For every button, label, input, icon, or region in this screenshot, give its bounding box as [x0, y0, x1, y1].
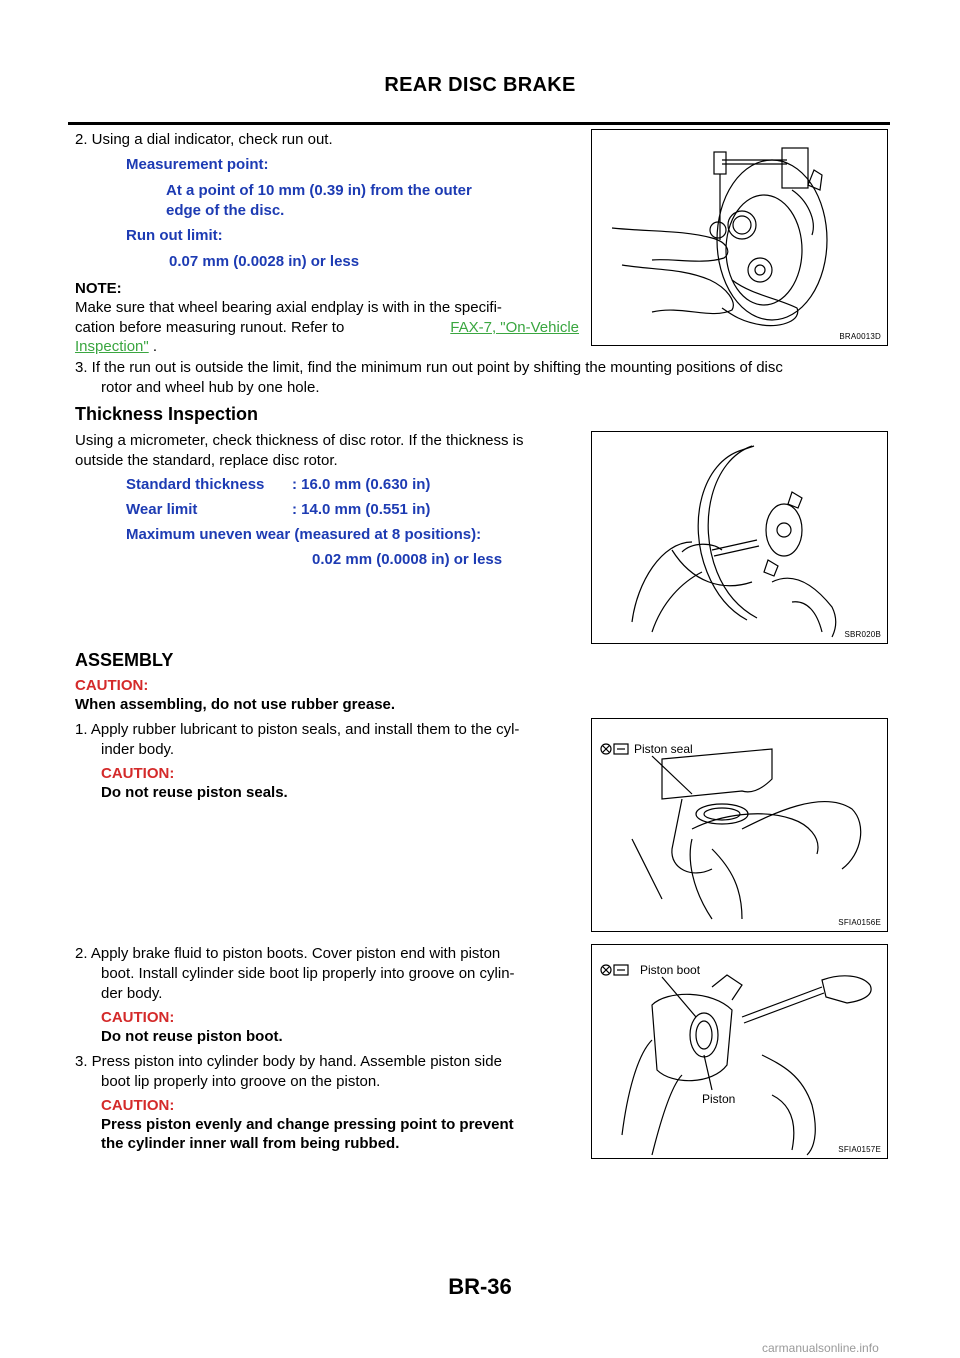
thickness-text-1: Using a micrometer, check thickness of disc rotor. If the thickness is: [75, 432, 524, 449]
figure-piston-seal: [591, 718, 888, 932]
step-3-caution-label: CAUTION:: [101, 1097, 175, 1114]
piston-boot-illustration: [592, 945, 887, 1158]
figure-dial-indicator: [591, 129, 888, 346]
assembly-step-2-line-1: 2. Apply brake fluid to piston boots. Cover piston end with piston: [75, 945, 501, 962]
measurement-point-value-1: At a point of 10 mm (0.39 in) from the outer: [166, 182, 472, 199]
assembly-step-3-line-1: 3. Press piston into cylinder body by hand. Assemble piston side: [75, 1053, 502, 1070]
figure-id-bra0013d: BRA0013D: [839, 332, 881, 341]
step-3-line-1: 3. If the run out is outside the limit, find the minimum run out point by shifting the mounting positions of disc: [75, 359, 783, 376]
note-label: NOTE:: [75, 280, 122, 297]
assembly-step-3-line-2: boot lip properly into groove on the piston.: [101, 1073, 381, 1090]
measurement-point-label: Measurement point:: [126, 156, 269, 173]
step-1-caution-label: CAUTION:: [101, 765, 175, 782]
assembly-step-2-line-2: boot. Install cylinder side boot lip properly into groove on cylin-: [101, 965, 515, 982]
header-rule: [68, 122, 890, 125]
dial-indicator-illustration: [592, 130, 887, 345]
thickness-inspection-heading: Thickness Inspection: [75, 404, 259, 424]
piston-seal-label: Piston seal: [634, 742, 693, 756]
standard-thickness-value: : 16.0 mm (0.630 in): [292, 476, 431, 493]
figure-piston-boot: [591, 944, 888, 1159]
step-3-caution-line-2: the cylinder inner wall from being rubbed.: [101, 1135, 400, 1152]
step-2-caution-label: CAUTION:: [101, 1009, 175, 1026]
inspection-link[interactable]: Inspection": [75, 338, 149, 355]
assembly-step-1-line-1: 1. Apply rubber lubricant to piston seals, and install them to the cyl-: [75, 721, 520, 738]
micrometer-illustration: [592, 432, 887, 643]
uneven-wear-value: 0.02 mm (0.0008 in) or less: [312, 551, 503, 568]
figure-id-sfia0157e: SFIA0157E: [838, 1145, 881, 1154]
assembly-heading: ASSEMBLY: [75, 650, 174, 670]
watermark: carmanualsonline.info: [762, 1341, 879, 1355]
figure-micrometer: [591, 431, 888, 644]
note-line-1: Make sure that wheel bearing axial endplay is with in the specifi-: [75, 299, 502, 316]
assembly-caution-label: CAUTION:: [75, 677, 149, 694]
run-out-limit-label: Run out limit:: [126, 227, 223, 244]
note-line-2: [75, 318, 579, 338]
page-title: REAR DISC BRAKE: [384, 74, 576, 96]
assembly-caution-text: When assembling, do not use rubber grease.: [75, 696, 396, 713]
note-line-3: [75, 337, 157, 357]
standard-thickness-label: Standard thickness: [126, 476, 265, 493]
measurement-point-value-2: edge of the disc.: [166, 202, 285, 219]
assembly-step-1-line-2: inder body.: [101, 741, 175, 758]
step-3-line-2: rotor and wheel hub by one hole.: [101, 379, 320, 396]
piston-seal-illustration: [592, 719, 887, 931]
uneven-wear-label: Maximum uneven wear (measured at 8 positions):: [126, 526, 482, 543]
fax-7-link[interactable]: FAX-7, "On-Vehicle: [450, 319, 579, 336]
wear-limit-value: : 14.0 mm (0.551 in): [292, 501, 431, 518]
assembly-step-2-line-3: der body.: [101, 985, 163, 1002]
note-line-3-end: .: [148, 338, 158, 355]
step-3-caution-line-1: Press piston evenly and change pressing point to prevent: [101, 1116, 514, 1133]
figure-id-sfia0156e: SFIA0156E: [838, 918, 881, 927]
step-2-caution-text: Do not reuse piston boot.: [101, 1028, 283, 1045]
step-1-caution-text: Do not reuse piston seals.: [101, 784, 288, 801]
page-number: BR-36: [448, 1274, 512, 1299]
run-out-limit-value: 0.07 mm (0.0028 in) or less: [169, 253, 360, 270]
note-line-2-text: cation before measuring runout. Refer to: [75, 319, 345, 336]
step-2-text: 2. Using a dial indicator, check run out.: [75, 131, 333, 148]
piston-label: Piston: [702, 1092, 736, 1106]
figure-id-sbr020b: SBR020B: [844, 630, 881, 639]
piston-boot-label: Piston boot: [640, 963, 701, 977]
thickness-text-2: outside the standard, replace disc rotor.: [75, 452, 338, 469]
wear-limit-label: Wear limit: [126, 501, 198, 518]
